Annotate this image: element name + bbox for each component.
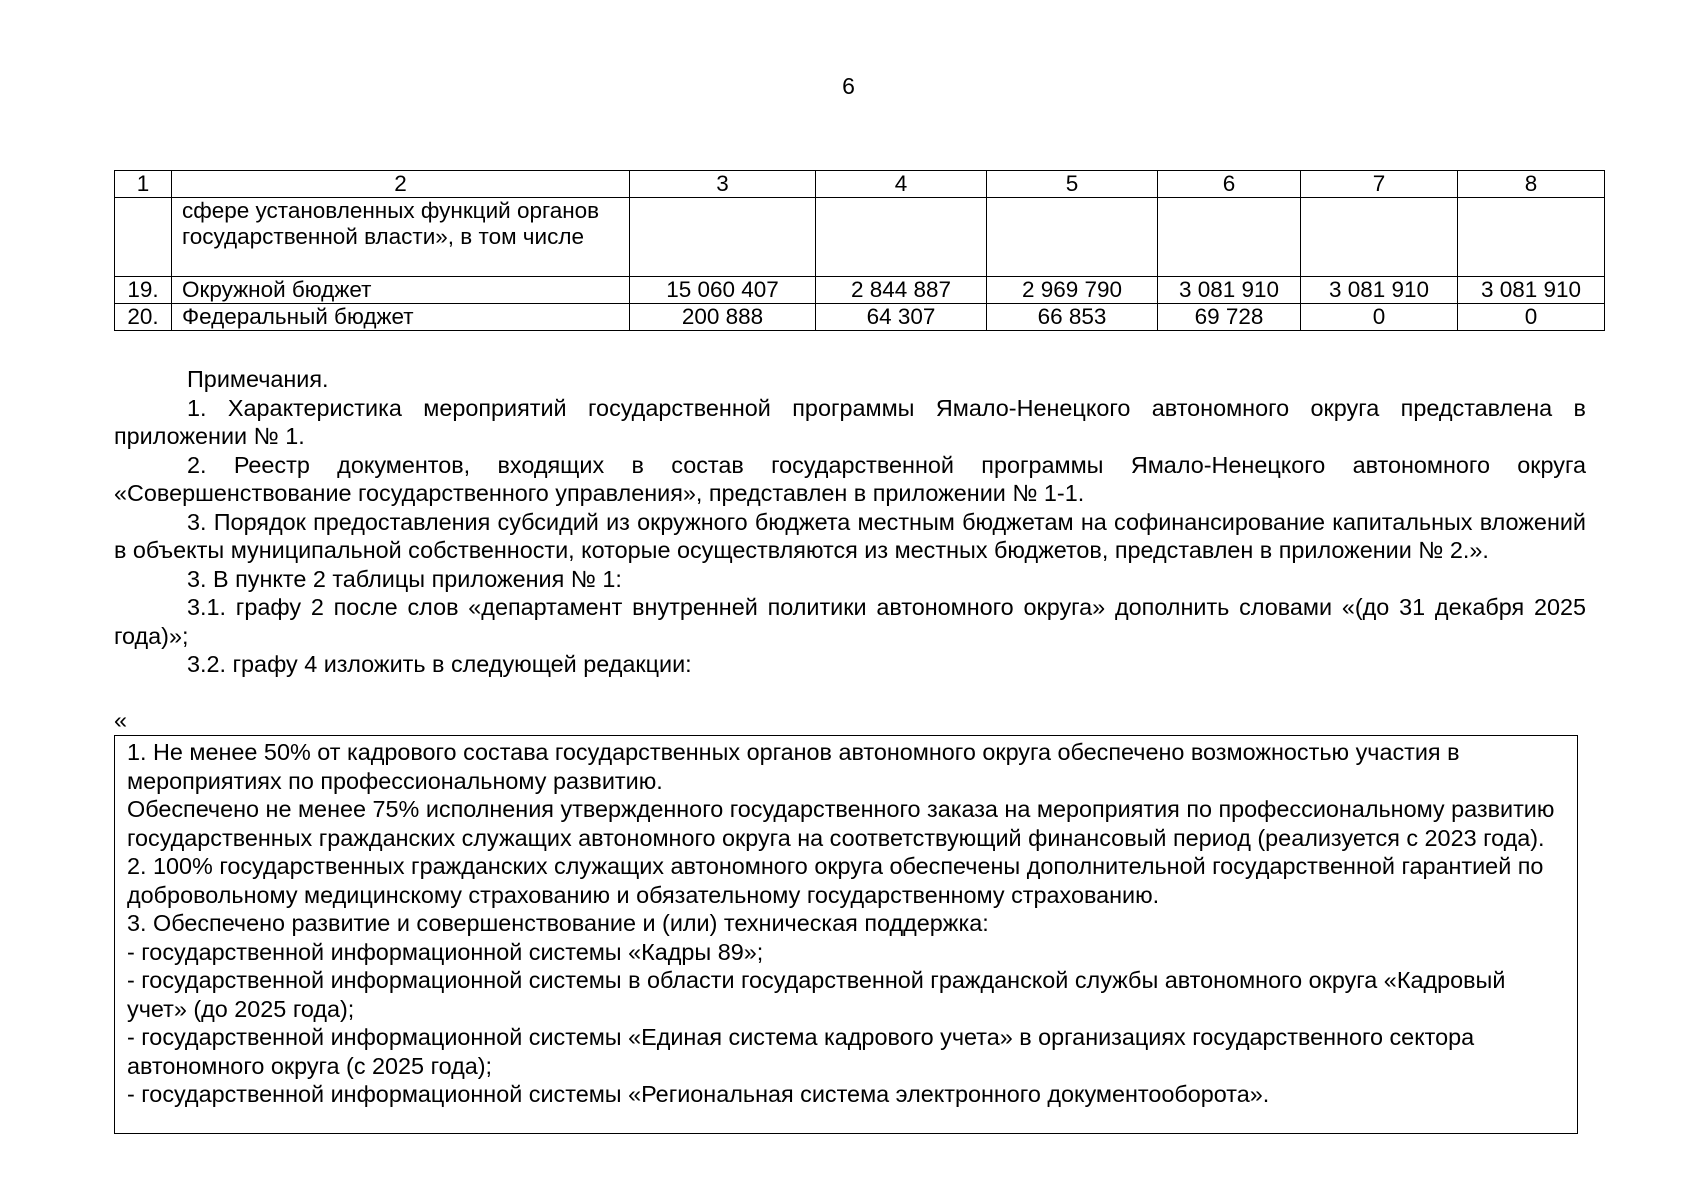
row-value xyxy=(987,198,1158,277)
row-name: Окружной бюджет xyxy=(172,277,630,304)
table-row xyxy=(115,304,1605,331)
header-col-6: 6 xyxy=(1158,171,1301,198)
header-col-1: 1 xyxy=(115,171,172,198)
table-row xyxy=(115,198,1605,277)
row-value: 3 081 910 xyxy=(1458,277,1605,304)
table-header-row xyxy=(115,171,1605,198)
row-value xyxy=(1458,198,1605,277)
row-number xyxy=(115,198,172,277)
header-col-8: 8 xyxy=(1458,171,1605,198)
row-name: Федеральный бюджет xyxy=(172,304,630,331)
row-value: 66 853 xyxy=(987,304,1158,331)
row-value: 2 844 887 xyxy=(816,277,987,304)
note-item: 3. Порядок предоставления субсидий из окружного бюджета местным бюджетам на софинансирование капитальных вложений в объекты муниципальной собственности, которые осуществляются из местных бюджетов, представлен в приложении № 2.». xyxy=(114,508,1586,563)
note-item: 3. В пункте 2 таблицы приложения № 1: xyxy=(187,565,622,592)
notes-heading: Примечания. xyxy=(187,366,329,392)
box-line: - государственной информационной системы «Кадры 89»; xyxy=(127,938,764,965)
row-value: 69 728 xyxy=(1158,304,1301,331)
header-col-4: 4 xyxy=(816,171,987,198)
box-line: 1. Не менее 50% от кадрового состава государственных органов автономного округа обеспечено возможностью участия в мероприятиях по профессиональному развитию. xyxy=(127,739,1460,794)
row-value xyxy=(1301,198,1458,277)
row-value: 3 081 910 xyxy=(1301,277,1458,304)
header-col-7: 7 xyxy=(1301,171,1458,198)
header-col-2: 2 xyxy=(172,171,630,198)
header-col-3: 3 xyxy=(630,171,816,198)
row-value: 2 969 790 xyxy=(987,277,1158,304)
page-number: 6 xyxy=(842,73,855,99)
row-value: 0 xyxy=(1458,304,1605,331)
note-item: 1. Характеристика мероприятий государственной программы Ямало-Ненецкого автономного округа представлена в приложении № 1. xyxy=(114,394,1586,449)
box-line: - государственной информационной системы «Региональная система электронного документооборота». xyxy=(127,1081,1270,1107)
replacement-text-box xyxy=(114,735,1578,1134)
box-line: - государственной информационной системы в области государственной гражданской службы автономного округа «Кадровый учет» (до 2025 года); xyxy=(127,967,1506,1022)
opening-quote: « xyxy=(114,707,128,733)
row-name: сфере установленных функций органов государственной власти», в том числе xyxy=(172,198,630,277)
note-item: 3.1. графу 2 после слов «департамент внутренней политики автономного округа» дополнить словами «(до 31 декабря 2025 года)»; xyxy=(114,594,1586,649)
box-line: Обеспечено не менее 75% исполнения утвержденного государственного заказа на мероприятия по профессиональному развитию государственных гражданских служащих автономного округа на соответствующий финансовый период (реализуется с 2023 года). xyxy=(127,796,1555,851)
box-line: - государственной информационной системы «Единая система кадрового учета» в организациях государственного сектора автономного округа (с 2025 года); xyxy=(127,1024,1475,1079)
header-col-5: 5 xyxy=(987,171,1158,198)
box-line: 2. 100% государственных гражданских служащих автономного округа обеспечены дополнительной государственной гарантией по добровольному медицинскому страхованию и обязательному государственному страхованию. xyxy=(127,853,1544,908)
row-value xyxy=(816,198,987,277)
row-value: 15 060 407 xyxy=(630,277,816,304)
notes-section xyxy=(114,365,1586,679)
row-value: 0 xyxy=(1301,304,1458,331)
box-line: 3. Обеспечено развитие и совершенствование и (или) техническая поддержка: xyxy=(127,910,989,936)
note-item: 2. Реестр документов, входящих в состав государственной программы Ямало-Ненецкого автономного округа «Совершенствование государственного управления», представлен в приложении № 1-1. xyxy=(114,451,1586,506)
row-value xyxy=(630,198,816,277)
row-value xyxy=(1158,198,1301,277)
row-value: 64 307 xyxy=(816,304,987,331)
note-item: 3.2. графу 4 изложить в следующей редакции: xyxy=(187,651,692,677)
row-number: 19. xyxy=(115,277,172,304)
row-value: 3 081 910 xyxy=(1158,277,1301,304)
table-row xyxy=(115,277,1605,304)
row-number: 20. xyxy=(115,304,172,331)
budget-table xyxy=(114,170,1605,331)
row-value: 200 888 xyxy=(630,304,816,331)
